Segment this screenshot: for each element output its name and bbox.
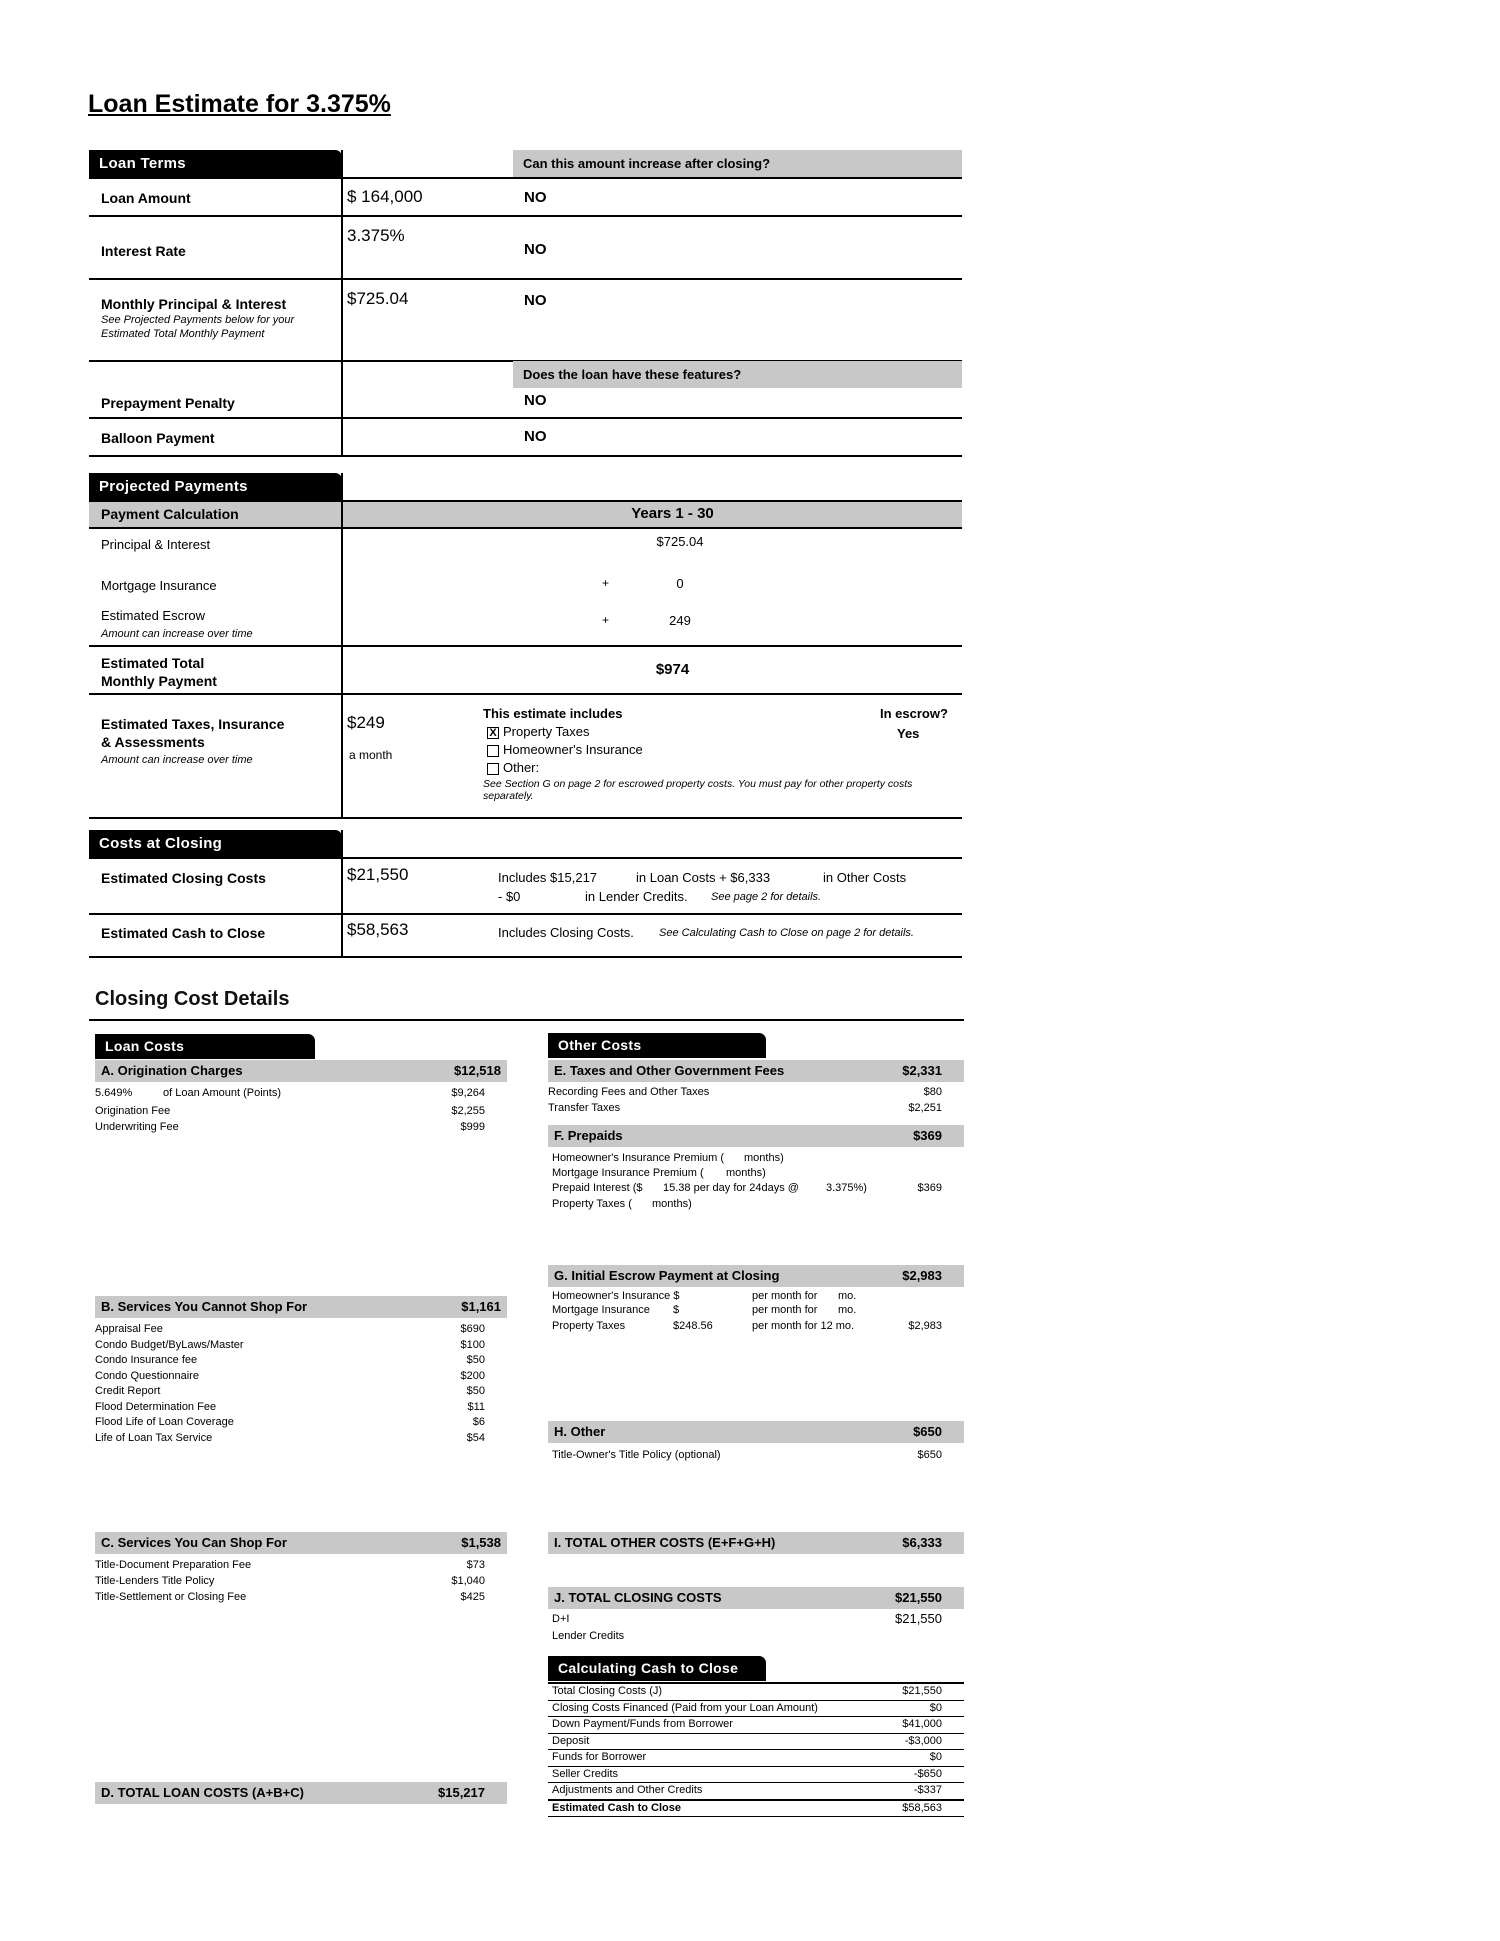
divider [89, 455, 962, 457]
section-i-header [548, 1532, 964, 1554]
item-label: per month for [752, 1304, 818, 1316]
row-value: $21,550 [902, 1685, 942, 1697]
row-value: -$3,000 [904, 1734, 942, 1747]
row-label: Seller Credits [552, 1767, 619, 1780]
item-value: $1,040 [451, 1575, 485, 1587]
closing-cost-details-heading: Closing Cost Details [95, 988, 290, 1010]
mi-label: Mortgage Insurance [101, 578, 217, 593]
list-item [95, 1338, 507, 1354]
item-label: Title-Settlement or Closing Fee [95, 1591, 247, 1603]
section-d-header [95, 1782, 507, 1804]
costs-at-closing-tab: Costs at Closing [89, 830, 342, 857]
row-value: $58,563 [902, 1801, 942, 1814]
projected-payments-tab: Projected Payments [89, 473, 342, 500]
in-escrow-yes: Yes [897, 726, 920, 741]
divider [341, 150, 343, 455]
section-e-title: E. Taxes and Other Government Fees [554, 1063, 785, 1078]
est-closing-desc: - $0 [498, 889, 521, 904]
cash-to-close-table [548, 1682, 964, 1817]
total-payment-label: Estimated Total [101, 655, 205, 671]
list-item [552, 1303, 964, 1317]
divider [89, 956, 962, 958]
plus-sign: + [602, 576, 610, 590]
item-label: 15.38 per day for 24days @ [663, 1182, 799, 1194]
cash-to-close-note: See Calculating Cash to Close on page 2 for details. [659, 927, 914, 939]
list-item [95, 1384, 507, 1400]
interest-rate-label: Interest Rate [101, 243, 186, 259]
divider [89, 278, 962, 280]
item-value: $50 [466, 1385, 485, 1397]
divider [89, 693, 962, 695]
loan-costs-tab: Loan Costs [95, 1034, 315, 1059]
section-j-header [548, 1587, 964, 1609]
escrow-footnote: See Section G on page 2 for escrowed property costs. You must pay for other property costs separately. [483, 778, 913, 802]
item-label: Condo Questionnaire [95, 1369, 199, 1382]
section-a-title: A. Origination Charges [101, 1063, 243, 1078]
section-g-total: $2,983 [902, 1268, 942, 1283]
item-label: 3.375%) [826, 1182, 867, 1194]
points-label: of Loan Amount (Points) [163, 1087, 282, 1099]
item-label: mo. [838, 1304, 857, 1316]
item-value: $73 [466, 1559, 485, 1571]
homeowners-checkbox[interactable] [487, 745, 499, 757]
balloon-label: Balloon Payment [101, 430, 215, 446]
section-a-items [95, 1103, 507, 1135]
item-label: Condo Budget/ByLaws/Master [95, 1338, 244, 1351]
total-payment-label: Monthly Payment [101, 673, 217, 689]
pi-label: Principal & Interest [101, 537, 211, 552]
list-item [552, 1180, 964, 1196]
section-b-header [95, 1296, 507, 1318]
points-pct: 5.649% [95, 1087, 133, 1099]
item-label: per month for 12 mo. [752, 1320, 855, 1332]
row-value: $0 [929, 1751, 942, 1763]
section-d-title: D. TOTAL LOAN COSTS (A+B+C) [101, 1785, 304, 1800]
section-f-header [548, 1125, 964, 1147]
divider [89, 645, 962, 647]
divider [89, 215, 962, 217]
item-value: $11 [467, 1400, 485, 1413]
item-value: $80 [923, 1086, 942, 1098]
row-label: Deposit [552, 1734, 590, 1747]
list-item [95, 1119, 507, 1135]
item-label: Homeowner's Insurance Premium ( [552, 1152, 725, 1164]
item-label: $ [673, 1304, 680, 1316]
section-j-title: J. TOTAL CLOSING COSTS [554, 1590, 722, 1605]
prepayment-label: Prepayment Penalty [101, 395, 235, 411]
section-b-total: $1,161 [461, 1299, 501, 1314]
taxes-label: Estimated Taxes, Insurance [101, 716, 285, 732]
est-closing-label: Estimated Closing Costs [101, 870, 266, 886]
table-row [548, 1767, 964, 1784]
divider [89, 857, 962, 859]
mi-value: 0 [676, 576, 684, 591]
est-closing-desc: in Loan Costs + $6,333 [636, 870, 771, 885]
item-label: Condo Insurance fee [95, 1354, 198, 1366]
monthly-pi-label: Monthly Principal & Interest [101, 296, 287, 312]
divider [89, 177, 962, 179]
page-title: Loan Estimate for 3.375% [88, 90, 391, 118]
other-item [487, 760, 539, 775]
homeowners-item [487, 742, 643, 757]
section-f-total: $369 [913, 1128, 942, 1143]
list-item [95, 1353, 507, 1369]
row-label: Estimated Cash to Close [552, 1801, 681, 1814]
monthly-pi-answer: NO [524, 292, 547, 309]
item-label: Transfer Taxes [548, 1102, 621, 1114]
list-item [552, 1628, 964, 1644]
list-item [95, 1431, 507, 1447]
divider [89, 417, 962, 419]
points-value: $9,264 [451, 1087, 485, 1099]
item-value: $100 [460, 1338, 485, 1351]
list-item [552, 1318, 964, 1334]
row-label: Adjustments and Other Credits [552, 1784, 703, 1796]
est-closing-value: $21,550 [347, 865, 409, 884]
item-label: Property Taxes [552, 1320, 626, 1332]
cash-to-close-desc: Includes Closing Costs. [498, 925, 634, 940]
taxes-note: Amount can increase over time [101, 754, 253, 766]
item-value: $21,550 [895, 1611, 942, 1626]
prepayment-answer: NO [524, 392, 547, 409]
monthly-pi-note: Estimated Total Monthly Payment [101, 328, 265, 340]
item-label: months) [744, 1152, 784, 1164]
property-taxes-label: Property Taxes [503, 724, 590, 739]
row-label: Total Closing Costs (J) [552, 1685, 663, 1697]
cash-to-close-tab: Calculating Cash to Close [548, 1656, 766, 1681]
list-item [95, 1400, 507, 1416]
item-value: $54 [466, 1431, 485, 1444]
est-closing-desc: in Lender Credits. [585, 889, 688, 904]
list-item [548, 1084, 964, 1100]
item-label: per month for [752, 1290, 818, 1302]
section-a-header [95, 1060, 507, 1082]
list-item [552, 1150, 964, 1166]
list-item [552, 1165, 964, 1181]
other-label: Other: [503, 760, 540, 775]
item-value: $2,983 [908, 1320, 942, 1332]
item-label: Title-Document Preparation Fee [95, 1559, 252, 1571]
item-value: $369 [917, 1182, 942, 1194]
section-e-total: $2,331 [902, 1063, 942, 1078]
list-item [552, 1289, 964, 1303]
taxes-label: & Assessments [101, 734, 205, 750]
homeowners-label: Homeowner's Insurance [503, 742, 643, 757]
list-item [552, 1447, 964, 1463]
section-i-total: $6,333 [902, 1535, 942, 1550]
table-row [548, 1801, 964, 1818]
list-item [548, 1100, 964, 1116]
table-row [548, 1701, 964, 1718]
row-label: Funds for Borrower [552, 1751, 647, 1763]
divider [89, 817, 962, 819]
row-value: $0 [929, 1701, 942, 1714]
item-label: Credit Report [95, 1385, 161, 1397]
est-closing-desc: Includes $15,217 [498, 870, 598, 885]
item-value: $690 [460, 1323, 485, 1335]
balloon-answer: NO [524, 428, 547, 445]
increase-question-header: Can this amount increase after closing? [513, 150, 962, 177]
item-label: months) [726, 1167, 766, 1179]
escrow-note: Amount can increase over time [101, 628, 253, 640]
item-label: Property Taxes ( [552, 1198, 632, 1210]
item-value: $999 [460, 1121, 485, 1133]
other-checkbox[interactable] [487, 763, 499, 775]
section-h-header [548, 1421, 964, 1443]
cash-to-close-label: Estimated Cash to Close [101, 925, 266, 941]
property-taxes-checkbox[interactable]: X [487, 727, 499, 739]
in-escrow-label: In escrow? [880, 706, 948, 721]
loan-amount-value: $ 164,000 [347, 187, 423, 206]
item-value: $50 [466, 1354, 485, 1366]
monthly-pi-value: $725.04 [347, 289, 409, 308]
section-a-total: $12,518 [454, 1063, 501, 1078]
item-label: Lender Credits [552, 1630, 625, 1642]
escrow-value: 249 [669, 613, 691, 628]
est-closing-note: See page 2 for details. [711, 891, 822, 903]
plus-sign: + [602, 613, 610, 627]
item-label: Appraisal Fee [95, 1323, 163, 1335]
list-item [95, 1369, 507, 1385]
list-item [552, 1611, 964, 1627]
item-label: Underwriting Fee [95, 1121, 179, 1133]
item-label: Origination Fee [95, 1105, 171, 1117]
list-item [95, 1589, 507, 1605]
row-label: Closing Costs Financed (Paid from your Loan Amount) [552, 1701, 818, 1714]
section-e-header [548, 1060, 964, 1082]
list-item [95, 1415, 507, 1431]
list-item [95, 1322, 507, 1338]
table-row [548, 1750, 964, 1767]
section-b-items [95, 1322, 507, 1446]
item-label: Title-Owner's Title Policy (optional) [552, 1449, 721, 1461]
years-label: Years 1 - 30 [631, 505, 714, 522]
includes-title: This estimate includes [483, 706, 623, 721]
taxes-value: $249 [347, 713, 385, 732]
list-item [95, 1085, 507, 1101]
list-item [95, 1573, 507, 1589]
item-label: Life of Loan Tax Service [95, 1431, 213, 1444]
interest-rate-answer: NO [524, 241, 547, 258]
taxes-period: a month [349, 748, 393, 762]
item-value: $200 [460, 1369, 485, 1382]
item-value: $425 [460, 1591, 485, 1603]
divider [89, 500, 962, 502]
list-item [552, 1196, 964, 1212]
list-item [95, 1103, 507, 1119]
item-label: D+I [552, 1613, 570, 1625]
item-value: $650 [917, 1449, 942, 1461]
loan-terms-tab: Loan Terms [89, 150, 342, 177]
features-question-header: Does the loan have these features? [513, 361, 962, 388]
property-taxes-item [487, 724, 589, 739]
item-label: Flood Determination Fee [95, 1400, 217, 1413]
table-row [548, 1717, 964, 1734]
section-b-title: B. Services You Cannot Shop For [101, 1299, 308, 1314]
item-label: months) [652, 1198, 692, 1210]
section-j-total: $21,550 [895, 1590, 942, 1605]
pi-value: $725.04 [656, 534, 704, 549]
table-row [548, 1734, 964, 1751]
item-value: $6 [472, 1416, 485, 1428]
section-h-total: $650 [913, 1424, 942, 1439]
item-label: Recording Fees and Other Taxes [548, 1086, 710, 1098]
escrow-label: Estimated Escrow [101, 608, 206, 623]
list-item [95, 1557, 507, 1573]
cash-to-close-value: $58,563 [347, 920, 409, 939]
interest-rate-value: 3.375% [347, 226, 405, 245]
item-label: Prepaid Interest ($ [552, 1182, 643, 1194]
section-d-total: $15,217 [438, 1785, 485, 1800]
table-row [548, 1783, 964, 1801]
monthly-pi-note: See Projected Payments below for your [101, 314, 295, 326]
item-value: $2,251 [908, 1102, 942, 1114]
table-row [548, 1684, 964, 1701]
item-label: Mortgage Insurance Premium ( [552, 1167, 704, 1179]
section-c-header [95, 1532, 507, 1554]
section-c-items [95, 1557, 507, 1605]
section-g-title: G. Initial Escrow Payment at Closing [554, 1268, 780, 1283]
row-label: Down Payment/Funds from Borrower [552, 1718, 733, 1730]
section-e-items [548, 1084, 964, 1116]
section-c-total: $1,538 [461, 1535, 501, 1550]
divider [89, 527, 962, 529]
item-label: $248.56 [673, 1320, 713, 1332]
item-value: $2,255 [451, 1105, 485, 1117]
section-g-header [548, 1265, 964, 1287]
divider [89, 913, 962, 915]
row-value: $41,000 [902, 1718, 942, 1730]
row-value: -$650 [913, 1767, 942, 1780]
item-label: Homeowner's Insurance $ [552, 1290, 680, 1302]
payment-calc-label: Payment Calculation [101, 506, 239, 522]
divider [341, 830, 343, 957]
item-label: Title-Lenders Title Policy [95, 1575, 215, 1587]
loan-amount-answer: NO [524, 189, 547, 206]
item-label: mo. [838, 1290, 857, 1302]
row-value: -$337 [913, 1784, 942, 1796]
section-c-title: C. Services You Can Shop For [101, 1535, 287, 1550]
est-closing-desc: in Other Costs [823, 870, 907, 885]
divider [89, 1019, 964, 1021]
other-costs-tab: Other Costs [548, 1033, 766, 1058]
section-i-title: I. TOTAL OTHER COSTS (E+F+G+H) [554, 1535, 776, 1550]
section-h-title: H. Other [554, 1424, 606, 1439]
loan-amount-label: Loan Amount [101, 190, 191, 206]
section-f-title: F. Prepaids [554, 1128, 623, 1143]
item-label: Flood Life of Loan Coverage [95, 1416, 234, 1428]
item-label: Mortgage Insurance [552, 1304, 650, 1316]
total-payment-value: $974 [655, 661, 690, 678]
